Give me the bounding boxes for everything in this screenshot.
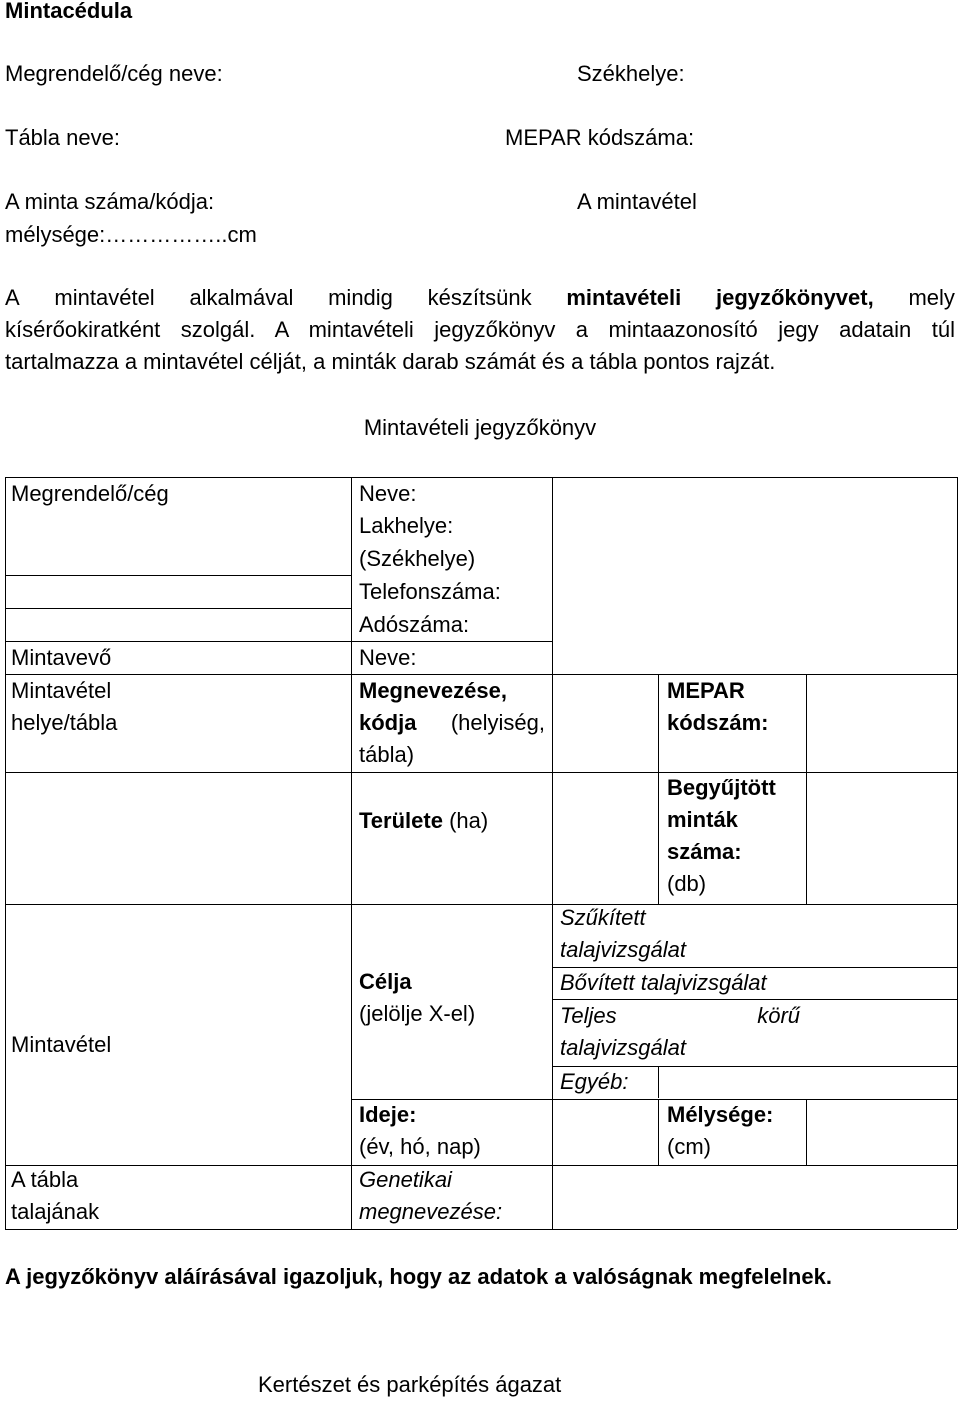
cell-depth: Mélysége: — [667, 1102, 774, 1127]
table-rule — [5, 575, 351, 576]
code-label: kódja — [359, 710, 417, 735]
depth-label: mélysége:……………..cm — [5, 222, 257, 247]
cell-phone: Telefonszáma: — [359, 579, 501, 604]
cell-table-paren: tábla) — [359, 742, 415, 767]
intro-word: A — [5, 285, 20, 310]
cell-seat: (Székhelye) — [359, 546, 476, 571]
cell-designation: Megnevezése, — [359, 678, 507, 703]
table-rule — [351, 904, 552, 905]
cell-narrowed-1: Szűkített — [560, 905, 646, 930]
area-label: Területe — [359, 808, 443, 833]
intro-line-2: kísérőokiratként szolgál. A mintavételi jegyzőkönyv a mintaazonosító jegy adatain túl — [5, 317, 955, 342]
intro-word: alkalmával — [189, 285, 294, 310]
cell-sampling: Mintavétel — [11, 1032, 112, 1057]
intro-line-1 — [5, 282, 955, 314]
table-divider — [806, 674, 807, 904]
mepar-code-label: MEPAR kódszáma: — [505, 125, 695, 150]
table-divider — [351, 477, 352, 1229]
table-rule — [552, 1165, 957, 1166]
cell-sampler-name: Neve: — [359, 645, 417, 670]
seat-label: Székhelye: — [577, 61, 685, 86]
cell-soil-1: A tábla — [11, 1167, 79, 1192]
page-footer: Kertészet és parképítés ágazat — [258, 1372, 562, 1397]
table-rule — [5, 608, 351, 609]
table-divider — [658, 674, 659, 904]
cell-purpose: Célja — [359, 969, 412, 994]
intro-word-bold: jegyzőkönyvet, — [716, 285, 874, 310]
cell-pieces: (db) — [667, 871, 707, 896]
cell-genetic-1: Genetikai — [359, 1167, 452, 1192]
cell-mepar-2: kódszám: — [667, 710, 769, 735]
cell-location-1: Mintavétel — [11, 678, 112, 703]
cell-collected-2: minták — [667, 807, 738, 832]
code-detail: (helyiség, — [450, 710, 545, 735]
intro-word: mindig — [328, 285, 393, 310]
cell-collected-1: Begyűjtött — [667, 775, 776, 800]
cell-narrowed-2: talajvizsgálat — [560, 937, 686, 962]
cell-mepar-1: MEPAR — [667, 678, 745, 703]
full-word: körű — [757, 1003, 800, 1028]
sampling-label: A mintavétel — [577, 189, 697, 214]
cell-date-format: (év, hó, nap) — [359, 1134, 481, 1159]
full-word: Teljes — [560, 1003, 617, 1028]
intro-word: készítsünk — [427, 285, 532, 310]
intro-line-3: tartalmazza a mintavétel célját, a minták darab számát és a tábla pontos rajzát. — [5, 349, 776, 374]
table-divider — [552, 477, 553, 1229]
cell-full-2: talajvizsgálat — [560, 1035, 686, 1060]
table-border — [957, 477, 958, 1229]
table-rule — [552, 674, 957, 675]
cell-area — [359, 805, 488, 838]
page-title: Mintacédula — [5, 0, 133, 23]
intro-word: mintavétel — [54, 285, 155, 310]
cell-extended: Bővített talajvizsgálat — [560, 970, 767, 995]
cell-collected-3: száma: — [667, 839, 742, 864]
table-border — [5, 477, 6, 1229]
cell-genetic-2: megnevezése: — [359, 1199, 503, 1224]
table-divider — [658, 1066, 659, 1098]
cell-name: Neve: — [359, 481, 417, 506]
area-unit: (ha) — [449, 808, 489, 833]
table-rule — [5, 904, 351, 905]
cell-soil-2: talajának — [11, 1199, 100, 1224]
sample-number-label: A minta száma/kódja: — [5, 189, 215, 214]
intro-word: mely — [908, 285, 955, 310]
cell-residence: Lakhelye: — [359, 513, 454, 538]
table-border — [5, 1229, 957, 1230]
table-rule — [351, 772, 552, 773]
cell-location-2: helye/tábla — [11, 710, 118, 735]
cell-tax: Adószáma: — [359, 612, 470, 637]
cell-other: Egyéb: — [560, 1069, 629, 1094]
cell-mark-x: (jelölje X-el) — [359, 1001, 476, 1026]
intro-word-bold: mintavételi — [566, 285, 682, 310]
table-rule — [5, 772, 351, 773]
cell-full-1 — [560, 1000, 800, 1033]
cell-time: Ideje: — [359, 1102, 417, 1127]
table-divider — [658, 1099, 659, 1165]
cell-code — [359, 707, 545, 740]
orderer-label: Megrendelő/cég neve: — [5, 61, 223, 86]
cell-cm: (cm) — [667, 1134, 711, 1159]
table-divider — [806, 1099, 807, 1165]
protocol-title: Mintavételi jegyzőkönyv — [363, 415, 597, 440]
table-name-label: Tábla neve: — [5, 125, 120, 150]
cell-orderer: Megrendelő/cég — [11, 481, 169, 506]
signature-note: A jegyzőkönyv aláírásával igazoljuk, hogy az adatok a valóságnak megfelelnek. — [5, 1264, 832, 1289]
cell-sampler: Mintavevő — [11, 645, 112, 670]
